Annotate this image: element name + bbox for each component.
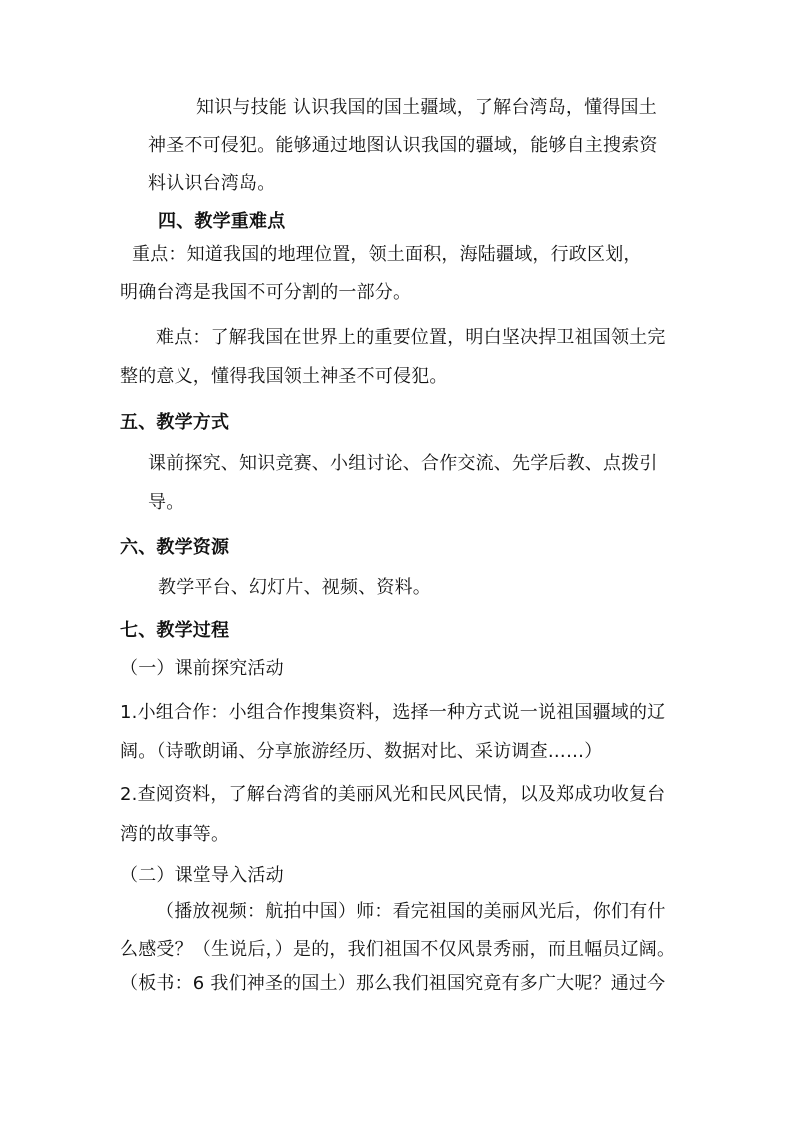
paragraph-line: 整的意义，懂得我国领土神圣不可侵犯。	[120, 366, 448, 387]
paragraph-line: 湾的故事等。	[120, 824, 230, 845]
paragraph-line: 课前探究、知识竞赛、小组讨论、合作交流、先学后教、点拨引	[148, 453, 658, 474]
paragraph-line: 阔。（诗歌朗诵、分享旅游经历、数据对比、采访调查……）	[120, 741, 603, 762]
section-heading: 七、教学过程	[120, 620, 230, 641]
subsection-heading: （二）课堂导入活动	[120, 865, 284, 886]
paragraph-line: 明确台湾是我国不可分割的一部分。	[120, 282, 412, 303]
paragraph-line: 么感受？（生说后，）是的，我们祖国不仅风景秀丽，而且幅员辽阔。	[120, 939, 676, 960]
paragraph-line: 2.查阅资料，了解台湾省的美丽风光和民风民情，以及郑成功收复台	[120, 784, 666, 805]
paragraph-line: 1.小组合作：小组合作搜集资料，选择一种方式说一说祖国疆域的辽	[120, 702, 666, 723]
paragraph-line: （板书：6 我们神圣的国土）那么我们祖国究竟有多广大呢？通过今	[120, 973, 666, 994]
paragraph-line: 神圣不可侵犯。能够通过地图认识我国的疆域，能够自主搜索资	[148, 135, 658, 156]
paragraph-line: 重点：知道我国的地理位置，领土面积，海陆疆域，行政区划，	[132, 244, 642, 265]
subsection-heading: （一）课前探究活动	[120, 658, 284, 679]
paragraph-line: 难点：了解我国在世界上的重要位置，明白坚决捍卫祖国领土完	[156, 327, 666, 348]
paragraph-line: 料认识台湾岛。	[148, 173, 276, 194]
paragraph-line: 导。	[148, 492, 185, 513]
paragraph-line: （播放视频：航拍中国）师：看完祖国的美丽风光后，你们有什	[156, 901, 666, 922]
section-heading: 四、教学重难点	[158, 211, 286, 232]
paragraph-line: 教学平台、幻灯片、视频、资料。	[158, 577, 431, 598]
section-heading: 六、教学资源	[120, 537, 230, 558]
section-heading: 五、教学方式	[120, 412, 230, 433]
paragraph-line: 知识与技能 认识我国的国土疆域，了解台湾岛，懂得国土	[196, 97, 657, 118]
